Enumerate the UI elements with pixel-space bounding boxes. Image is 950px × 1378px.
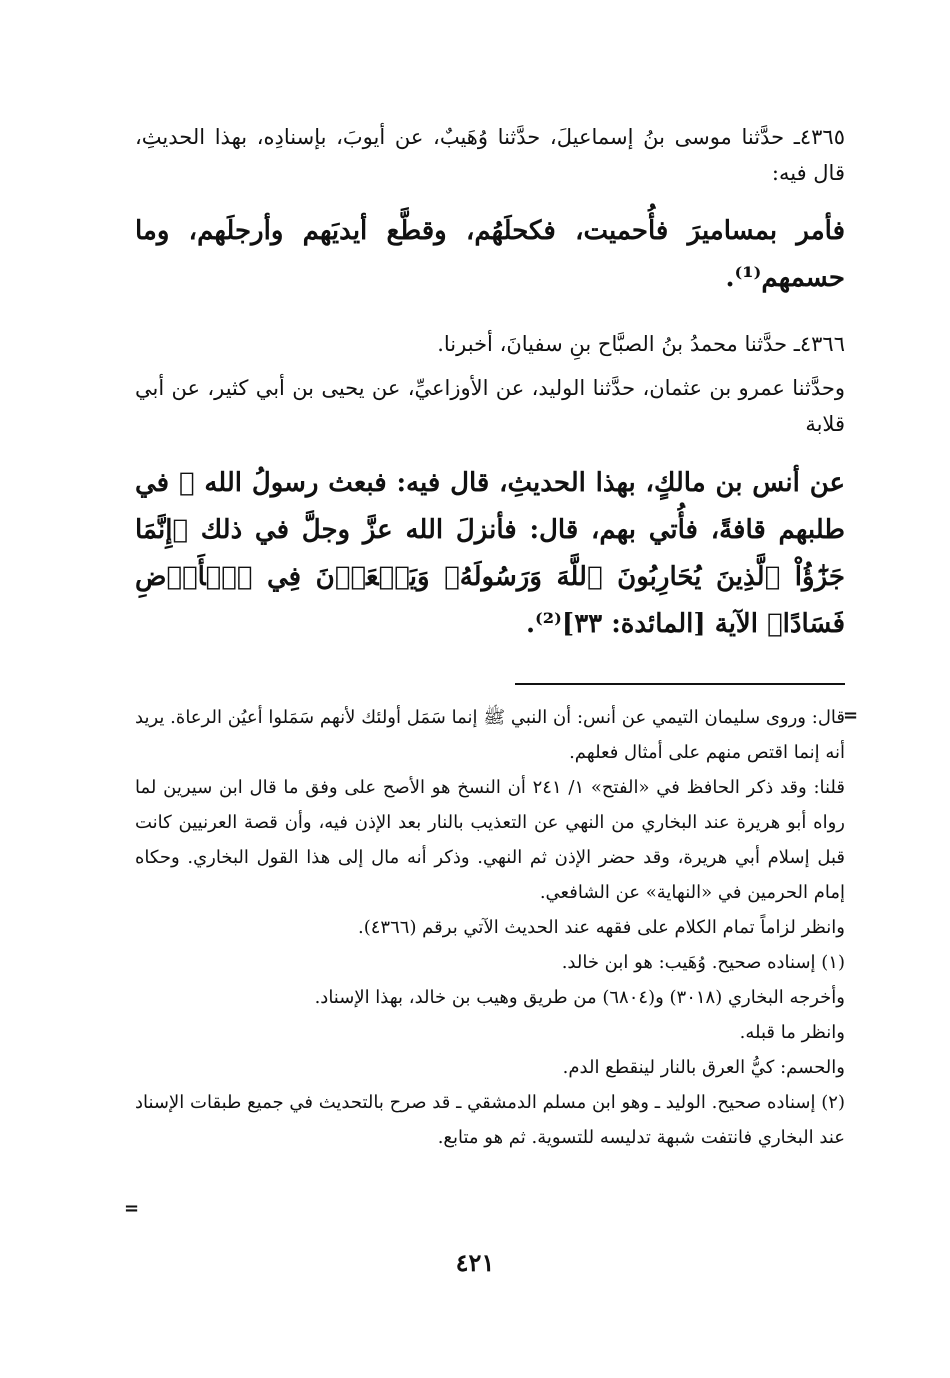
footnote-paragraph: وانظر ما قبله.: [739, 1022, 845, 1043]
continuation-mark: =: [843, 705, 859, 726]
footnote-divider: [515, 683, 845, 685]
footnotes: [135, 700, 845, 1155]
quran-verse: ﴿إِنَّمَا جَزَٰٓؤُاْ ٱلَّذِينَ يُحَارِبُونَ ٱللَّهَ وَرَسُولَهُۥ وَيَسۡعَوۡنَ فِي ٱلۡأَرۡضِ فَسَادًا﴾: [135, 515, 845, 639]
footnote-paragraph: وأخرجه البخاري (٣٠١٨) و(٦٨٠٤) من طريق وهيب بن خالد، بهذا الإسناد.: [314, 987, 845, 1008]
hadith-4365-isnad: ٤٣٦٥ـ حدَّثنا موسى بنُ إسماعيلَ، حدَّثنا وُهَيبٌ، عن أيوبَ، بإسنادِه، بهذا الحديثِ، قال فيه:: [135, 125, 845, 185]
footnote-paragraph: قلنا: وقد ذكر الحافظ في «الفتح» ١/ ٢٤١ أن النسخ هو الأصح على وفق ما قال ابن سيرين لما رواه أبو هريرة عند البخاري من النهي عن التعذيب بالنار بعد الإذن فيه، وأن قصة العرنيين كانت قبل إسلام أبي هريرة، وقد حضر الإذن ثم النهي. وذكر أنه مال إلى هذا القول البخاري. وحكاه إمام الحرمين في «النهاية» عن الشافعي.: [135, 777, 845, 903]
matn-text: عن أنس بن مالكٍ، بهذا الحديثِ، قال فيه: فبعث رسولُ الله ﷺ في طلبهم قافةً، فأُتي بهم، قال: فأنزلَ الله عزَّ وجلَّ في ذلك: [135, 468, 845, 545]
footnote-2: (٢) إسناده صحيح. الوليد ـ وهو ابن مسلم الدمشقي ـ قد صرح بالتحديث في جميع طبقات الإسناد عند البخاري فانتفت شبهة تدليسه للتسوية. ثم هو متابع.: [135, 1092, 845, 1148]
hadith-4366-matn: [135, 460, 845, 648]
hadith-4366-isnad: ٤٣٦٦ـ حدَّثنا محمدُ بنُ الصبَّاح بنِ سفيانَ، أخبرنا.: [437, 332, 845, 356]
hadith-4365-matn: فأمر بمساميرَ فأُحميت، فكحلَهُم، وقطَّع أيديَهم وأرجلَهم، وما حسمهم⁽¹⁾.: [135, 216, 845, 293]
verse-reference: الآية [المائدة: ٣٣]⁽²⁾.: [525, 609, 758, 639]
end-mark: =: [124, 1198, 140, 1219]
footnote-paragraph: والحسم: كيُّ العرق بالنار لينقطع الدم.: [562, 1057, 845, 1078]
hadith-4366-second-isnad: وحدَّثنا عمرو بن عثمان، حدَّثنا الوليد، عن الأوزاعيِّ، عن يحيى بن أبي كثير، عن أبي قلابة: [135, 376, 845, 436]
footnote-paragraph: قال: وروى سليمان التيمي عن أنس: أن النبي ﷺ إنما سَمَل أولئك لأنهم سَمَلوا أعيُن الرعاة. يريد أنه إنما اقتص منهم على أمثال فعلهم.: [135, 707, 845, 763]
footnote-paragraph: وانظر لزاماً تمام الكلام على فقهه عند الحديث الآتي برقم (٤٣٦٦).: [358, 917, 845, 938]
page-number: ٤٢١: [455, 1248, 495, 1277]
footnote-1: (١) إسناده صحيح. وُهَيب: هو ابن خالد.: [561, 952, 845, 973]
